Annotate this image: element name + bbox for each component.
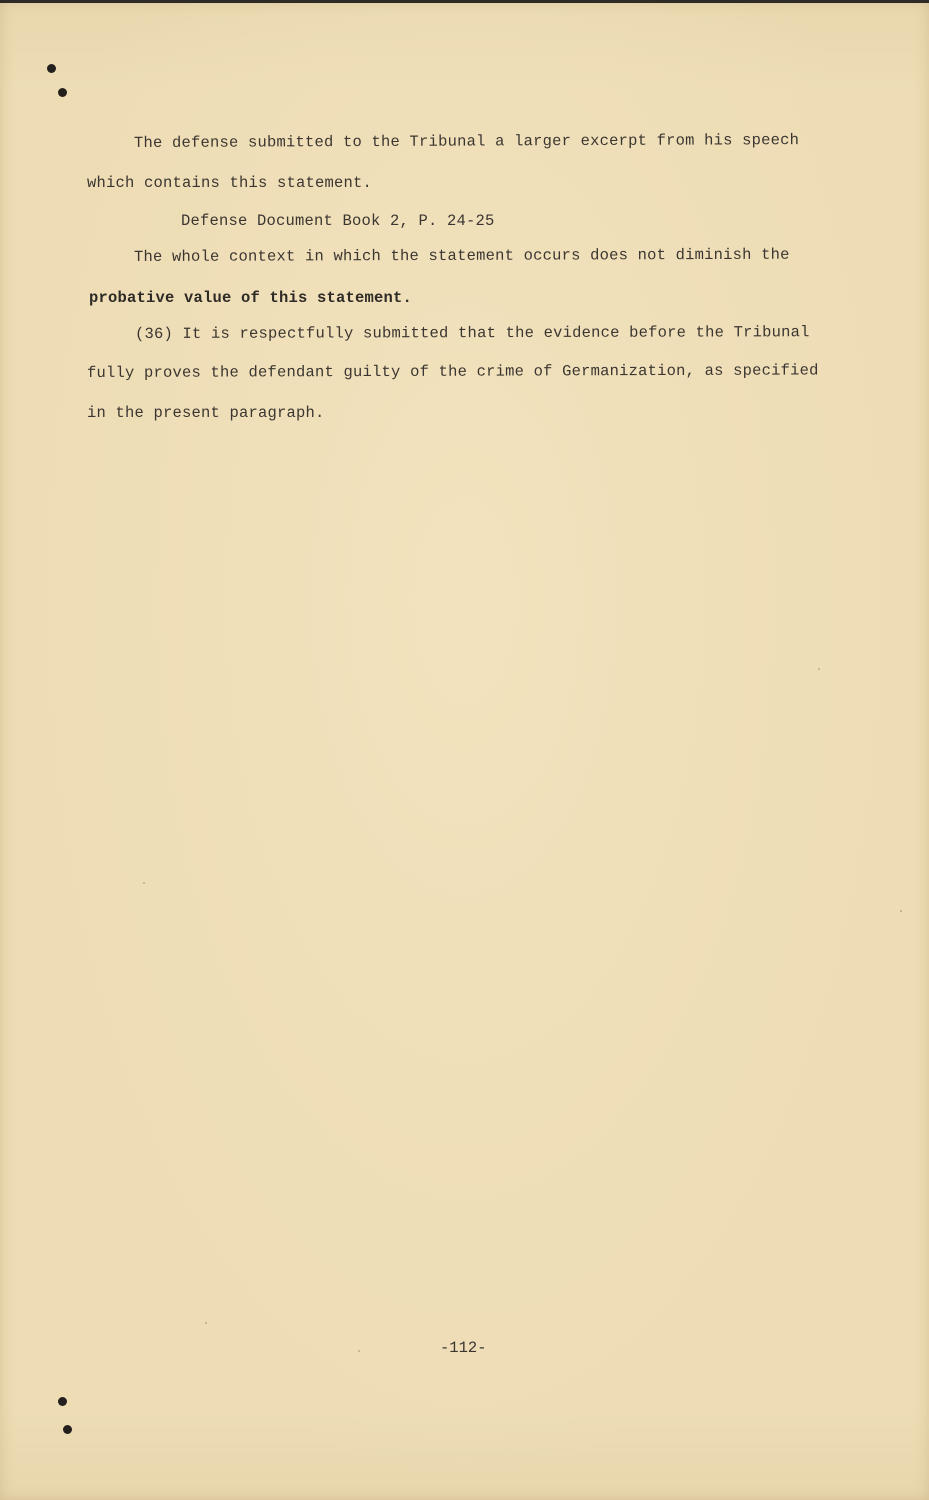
- punch-hole-top-2: [58, 88, 67, 97]
- body-text-line: The whole context in which the statement occurs does not diminish the: [133, 245, 790, 266]
- top-edge-band: [0, 0, 929, 3]
- paper-speck: [143, 882, 145, 884]
- numbered-paragraph-36: (36) It is respectfully submitted that the evidence before the Tribunal: [134, 323, 810, 343]
- reference-citation: Defense Document Book 2, P. 24-25: [181, 212, 495, 230]
- body-text-line: in the present paragraph.: [87, 404, 325, 422]
- body-text-line: fully proves the defendant guilty of the crime of Germanization, as specified: [86, 361, 819, 382]
- paper-speck: [205, 1322, 207, 1324]
- punch-hole-bottom-2: [63, 1425, 72, 1434]
- paper-speck: [818, 668, 820, 670]
- body-text-line-bold: probative value of this statement.: [89, 289, 413, 307]
- body-text-line: The defense submitted to the Tribunal a larger excerpt from his speech: [133, 131, 800, 152]
- punch-hole-bottom-1: [58, 1397, 67, 1406]
- body-text-line: which contains this statement.: [87, 174, 373, 192]
- page-number: -112-: [440, 1339, 487, 1357]
- paper-speck: [358, 1350, 360, 1352]
- punch-hole-top-1: [47, 64, 56, 73]
- paper-speck: [900, 910, 902, 912]
